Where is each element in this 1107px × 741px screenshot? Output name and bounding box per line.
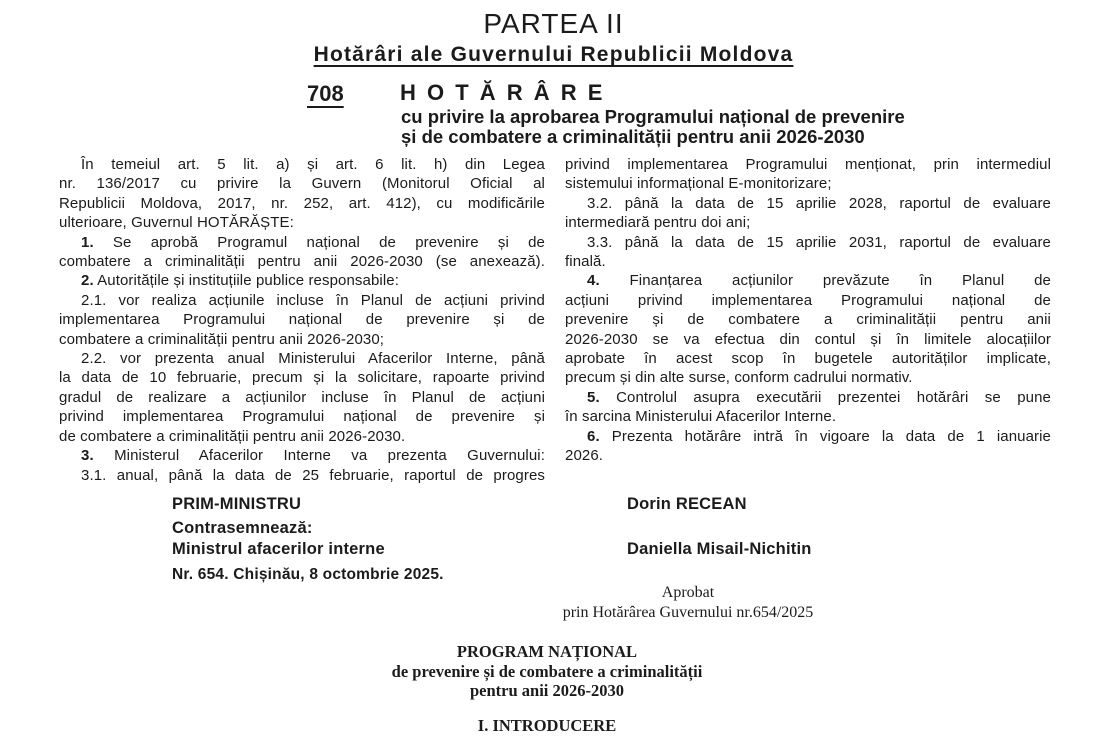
line-text: 2.1. vor realiza acțiunile incluse în Planul de acțiuni privind [81, 291, 545, 309]
item-number: 4. [587, 272, 600, 290]
line-text: 3.3. până la data de 15 aprilie 2031, raportul de evaluare [587, 233, 1051, 251]
chapter-heading: I. INTRODUCERE [477, 716, 617, 735]
text-line [565, 407, 1051, 426]
text-line [565, 330, 1051, 349]
line-text: acțiuni privind implementarea Programului național de [565, 291, 1051, 309]
line-text: de combatere a criminalității pentru anii 2026-2030. [59, 427, 406, 445]
line-text: aprobate în acest scop în bugetele autorităților implicate, [565, 350, 1051, 368]
decision-type-heading: H O T Ă R Â R E [400, 80, 605, 105]
line-text: Ministerul Afacerilor Interne va prezenta Guvernului: [93, 447, 545, 465]
text-line [565, 291, 1051, 310]
approval-note-line1: Aprobat [661, 584, 715, 601]
text-line [565, 368, 1051, 387]
text-line [565, 252, 1051, 271]
body-column-right [565, 155, 1051, 466]
text-line [565, 194, 1051, 213]
text-line [565, 271, 1051, 290]
decision-subtitle [401, 107, 905, 146]
text-line [59, 310, 545, 329]
text-line [59, 368, 545, 387]
line-text: 2026-2030 se va efectua din contul și în limitele alocațiilor [565, 330, 1051, 348]
text-line [59, 155, 545, 174]
line-text: 3.1. anual, până la data de 25 februarie, raportul de progres [81, 466, 545, 484]
prime-minister-label: PRIM-MINISTRU [172, 495, 302, 513]
decision-number: 708 [307, 81, 344, 106]
decision-subtitle-line2: și de combatere a criminalității pentru anii 2026-2030 [401, 125, 865, 147]
text-line [565, 349, 1051, 368]
line-text: intermediară pentru doi ani; [565, 214, 751, 232]
text-line [59, 252, 545, 271]
line-text: ulterioare, Guvernul HOTĂRĂȘTE: [59, 214, 294, 232]
minister-label: Ministrul afacerilor interne [172, 540, 385, 558]
text-line [565, 155, 1051, 174]
line-text: Republicii Moldova, 2017, nr. 252, art. 412), cu modificările [59, 194, 545, 212]
part-title: PARTEA II [483, 8, 624, 39]
text-line [59, 213, 545, 232]
program-title [392, 642, 703, 701]
text-line [565, 310, 1051, 329]
text-line [59, 174, 545, 193]
item-number: 1. [81, 233, 94, 251]
line-text: precum și din alte surse, conform cadrului normativ. [565, 369, 913, 387]
minister-name: Daniella Misail-Nichitin [627, 540, 812, 558]
approval-note [563, 583, 814, 623]
text-line [59, 271, 545, 290]
prime-minister-name: Dorin RECEAN [627, 495, 747, 513]
text-line [565, 174, 1051, 193]
line-text: Autoritățile și instituțiile publice responsabile: [93, 272, 399, 290]
line-text: Se aprobă Programul național de prevenire și de [93, 233, 545, 251]
text-line [59, 388, 545, 407]
line-text: implementarea Programului național de prevenire și de [59, 311, 545, 329]
text-line [59, 233, 545, 252]
item-number: 3. [81, 447, 94, 465]
line-text: Prezenta hotărâre intră în vigoare la data de 1 ianuarie [599, 427, 1051, 445]
program-title-line2: de prevenire și de combatere a criminalității [391, 661, 703, 681]
text-line [59, 349, 545, 368]
item-number: 6. [587, 427, 600, 445]
item-number: 2. [81, 272, 94, 290]
line-text: combatere a criminalității pentru anii 2026-2030; [59, 330, 385, 348]
text-line [565, 213, 1051, 232]
text-line [565, 446, 1051, 465]
line-text: sistemului informațional E-monitorizare; [565, 175, 832, 193]
line-text: 2.2. vor prezenta anual Ministerului Afacerilor Interne, până [81, 350, 545, 368]
section-title: Hotărâri ale Guvernului Republicii Moldova [313, 43, 794, 66]
countersign-label: Contrasemnează: [172, 519, 313, 537]
line-text: gradul de realizare a acțiunilor incluse în Planul de acțiuni [59, 388, 545, 406]
text-line [59, 330, 545, 349]
body-column-left [59, 155, 545, 485]
text-line [59, 407, 545, 426]
line-text: la data de 10 februarie, precum și la solicitare, rapoarte privind [59, 369, 545, 387]
line-text: privind implementarea Programului menționat, prin intermediul [565, 156, 1051, 173]
line-text: În temeiul art. 5 lit. a) și art. 6 lit. h) din Legea [81, 156, 545, 173]
line-text: privind implementarea Programului național de prevenire și [59, 408, 545, 426]
text-line [59, 466, 545, 485]
line-text: combatere a criminalității pentru anii 2026-2030 (se anexează). [59, 253, 545, 271]
line-text: 3.2. până la data de 15 aprilie 2028, raportul de evaluare [587, 194, 1051, 212]
line-text: în sarcina Ministerului Afacerilor Interne. [565, 408, 837, 426]
text-line [59, 291, 545, 310]
line-text: Finanțarea acțiunilor prevăzute în Planul de [599, 272, 1051, 290]
text-line [59, 194, 545, 213]
text-line [565, 233, 1051, 252]
approval-note-line2: prin Hotărârea Guvernului nr.654/2025 [562, 604, 814, 621]
text-line [565, 388, 1051, 407]
item-number: 5. [587, 388, 600, 406]
line-text: prevenire și de combatere a criminalității pentru anii [565, 311, 1051, 329]
line-text: nr. 136/2017 cu privire la Guvern (Monitorul Oficial al [59, 175, 545, 193]
decision-number-date: Nr. 654. Chișinău, 8 octombrie 2025. [172, 566, 444, 583]
text-line [59, 446, 545, 465]
program-title-line3: pentru anii 2026-2030 [469, 681, 625, 700]
text-line [59, 427, 545, 446]
program-title-line1: PROGRAM NAȚIONAL [456, 642, 638, 661]
line-text: Controlul asupra executării prezentei hotărâri se pune [599, 388, 1051, 406]
decision-subtitle-line1: cu privire la aprobarea Programului național de prevenire [401, 106, 905, 127]
line-text: finală. [565, 253, 606, 271]
line-text: 2026. [565, 447, 604, 465]
text-line [565, 427, 1051, 446]
